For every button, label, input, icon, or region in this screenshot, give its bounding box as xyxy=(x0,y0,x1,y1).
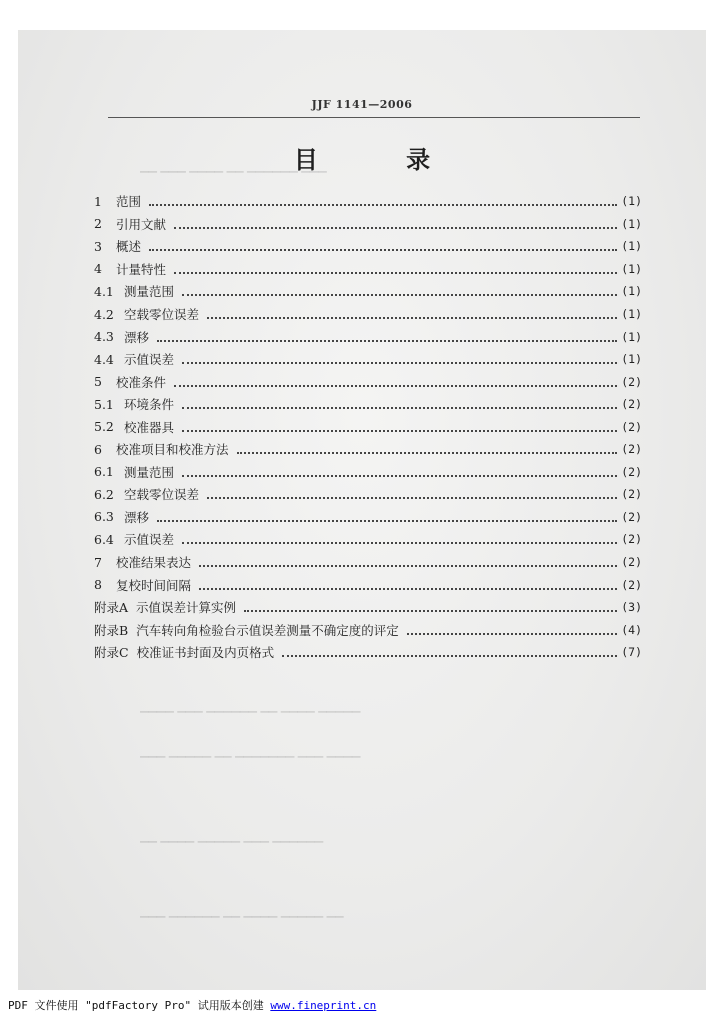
toc-leader-dots xyxy=(182,542,617,544)
document-code-header: JJF 1141—2006 xyxy=(311,98,413,111)
toc-entry-label: 测量范围 xyxy=(124,464,175,480)
toc-leader-dots xyxy=(282,655,617,657)
toc-entry[interactable] xyxy=(94,348,642,371)
toc-entry-label: 示值误差 xyxy=(124,352,175,368)
toc-entry-page: (2) xyxy=(621,555,642,570)
toc-leader-dots xyxy=(182,475,617,477)
toc-entry-number: 1 xyxy=(94,193,102,209)
toc-entry-label: 示值误差 xyxy=(124,532,175,548)
toc-entry-number: 附录A xyxy=(94,600,129,616)
toc-leader-dots xyxy=(199,588,617,590)
toc-leader-dots xyxy=(207,497,617,499)
toc-leader-dots xyxy=(182,430,617,432)
toc-leader-dots xyxy=(157,340,617,342)
toc-entry-page: (1) xyxy=(621,329,642,344)
toc-entry-label: 空载零位误差 xyxy=(124,307,200,322)
toc-entry-number: 附录C xyxy=(94,645,129,661)
toc-entry[interactable] xyxy=(94,280,642,303)
toc-leader-dots xyxy=(407,633,618,635)
toc-leader-dots xyxy=(182,294,617,296)
toc-entry[interactable] xyxy=(94,528,642,551)
toc-leader-dots xyxy=(174,272,617,274)
toc-entry-number: 4.3 xyxy=(94,329,114,345)
toc-entry[interactable] xyxy=(94,483,642,506)
toc-entry-page: (2) xyxy=(621,577,642,592)
toc-entry-page: (2) xyxy=(621,374,642,389)
toc-leader-dots xyxy=(157,520,617,522)
toc-entry-page: (1) xyxy=(621,284,642,299)
toc-entry-number: 4 xyxy=(94,261,102,277)
toc-entry-label: 复校时间间隔 xyxy=(116,577,192,593)
toc-entry-label: 校准项目和校准方法 xyxy=(116,442,229,458)
bleed-through-line: ▁▁▁ ▁▁▁▁▁ ▁▁ ▁▁▁▁▁▁▁ ▁▁▁ ▁▁▁▁ xyxy=(140,745,361,758)
toc-entry-label: 漂移 xyxy=(124,509,150,525)
toc-entry-page: (2) xyxy=(621,442,642,457)
toc-entry[interactable] xyxy=(94,213,642,236)
toc-entry-number: 6.2 xyxy=(94,486,114,502)
toc-entry-page: (3) xyxy=(621,600,642,615)
toc-entry[interactable] xyxy=(94,596,642,619)
toc-entry-number: 6 xyxy=(94,441,102,457)
toc-entry-number: 6.1 xyxy=(94,464,114,480)
toc-leader-dots xyxy=(237,452,618,454)
toc-entry-label: 空载零位误差 xyxy=(124,487,200,503)
toc-entry-number: 6.4 xyxy=(94,531,114,547)
toc-entry-number: 5.2 xyxy=(94,419,114,435)
toc-entry[interactable] xyxy=(94,573,642,596)
toc-entry-page: (2) xyxy=(621,509,642,524)
toc-entry[interactable] xyxy=(94,258,642,281)
toc-entry[interactable] xyxy=(94,641,642,664)
toc-entry-page: (2) xyxy=(621,397,642,412)
toc-entry-label: 汽车转向角检验台示值误差测量不确定度的评定 xyxy=(136,622,399,638)
toc-entry-number: 5.1 xyxy=(94,396,114,412)
toc-entry[interactable] xyxy=(94,506,642,529)
toc-entry-label: 校准器具 xyxy=(124,419,175,435)
toc-entry[interactable] xyxy=(94,303,642,326)
toc-entry-page: (1) xyxy=(621,216,642,231)
toc-entry[interactable] xyxy=(94,551,642,574)
footer-link[interactable]: www.fineprint.cn xyxy=(270,999,377,1012)
toc-entry[interactable] xyxy=(94,393,642,416)
toc-leader-dots xyxy=(149,249,617,251)
toc-entry[interactable] xyxy=(94,235,642,258)
toc-entry-label: 计量特性 xyxy=(116,261,167,277)
toc-entry-number: 5 xyxy=(94,374,102,390)
toc-entry-page: (1) xyxy=(621,307,642,321)
page-title: 目 录 xyxy=(293,145,471,174)
toc-leader-dots xyxy=(149,204,617,206)
toc-entry[interactable] xyxy=(94,325,642,348)
toc-entry-page: (1) xyxy=(621,239,642,254)
toc-entry-page: (2) xyxy=(621,419,642,434)
toc-entry-page: (2) xyxy=(621,464,642,479)
toc-leader-dots xyxy=(182,407,617,409)
toc-leader-dots xyxy=(174,227,617,229)
toc-entry-number: 6.3 xyxy=(94,509,114,525)
toc-entry-label: 漂移 xyxy=(124,329,150,345)
toc-leader-dots xyxy=(199,565,617,567)
toc-entry[interactable] xyxy=(94,190,642,213)
toc-entry-page: (2) xyxy=(621,532,642,547)
toc-entry[interactable] xyxy=(94,415,642,438)
toc-entry[interactable] xyxy=(94,370,642,393)
bleed-through-line: ▁▁ ▁▁▁ ▁▁▁▁ ▁▁ ▁▁▁▁▁▁ ▁▁▁ xyxy=(140,160,327,173)
toc-entry-label: 校准证书封面及内页格式 xyxy=(136,645,275,661)
toc-entry-number: 2 xyxy=(94,216,102,232)
toc-entry-label: 环境条件 xyxy=(124,397,175,413)
toc-entry-page: (1) xyxy=(621,261,642,276)
toc-entry-label: 测量范围 xyxy=(124,284,175,300)
table-of-contents xyxy=(94,190,642,663)
toc-entry-number: 7 xyxy=(94,554,102,570)
pdf-footer xyxy=(8,997,376,1013)
bleed-through-line: ▁▁▁ ▁▁▁▁▁▁ ▁▁ ▁▁▁▁ ▁▁▁▁▁ ▁▁ xyxy=(140,905,344,918)
toc-entry-label: 示值误差计算实例 xyxy=(136,600,237,616)
toc-entry[interactable] xyxy=(94,618,642,641)
toc-entry-label: 概述 xyxy=(116,239,142,255)
toc-entry-number: 4.2 xyxy=(94,306,114,322)
bleed-through-line: ▁▁ ▁▁▁▁ ▁▁▁▁▁ ▁▁▁ ▁▁▁▁▁▁ xyxy=(140,830,324,843)
toc-leader-dots xyxy=(244,610,617,612)
header-rule xyxy=(108,117,640,118)
toc-entry-page: (2) xyxy=(621,487,642,502)
toc-entry-label: 引用文献 xyxy=(116,216,167,232)
toc-entry-number: 8 xyxy=(94,577,102,593)
toc-entry-number: 附录B xyxy=(94,622,129,638)
toc-entry-number: 4.4 xyxy=(94,351,114,367)
toc-entry-label: 校准结果表达 xyxy=(116,555,192,571)
toc-leader-dots xyxy=(174,385,617,387)
toc-entry-number: 4.1 xyxy=(94,283,114,299)
toc-leader-dots xyxy=(182,362,617,364)
toc-entry-label: 校准条件 xyxy=(116,374,167,390)
footer-text: PDF 文件使用 "pdfFactory Pro" 试用版本创建 xyxy=(8,999,271,1012)
toc-entry-label: 范围 xyxy=(116,194,142,210)
toc-entry-page: (1) xyxy=(621,194,642,209)
toc-entry-page: (1) xyxy=(621,352,642,367)
toc-entry-page: (4) xyxy=(621,622,642,637)
toc-entry-page: (7) xyxy=(621,645,642,660)
bleed-through-line: ▁▁▁▁ ▁▁▁ ▁▁▁▁▁▁ ▁▁ ▁▁▁▁ ▁▁▁▁▁ xyxy=(140,700,361,713)
toc-entry-number: 3 xyxy=(94,238,102,254)
toc-entry[interactable] xyxy=(94,438,642,461)
toc-entry[interactable] xyxy=(94,461,642,484)
toc-leader-dots xyxy=(207,317,617,319)
